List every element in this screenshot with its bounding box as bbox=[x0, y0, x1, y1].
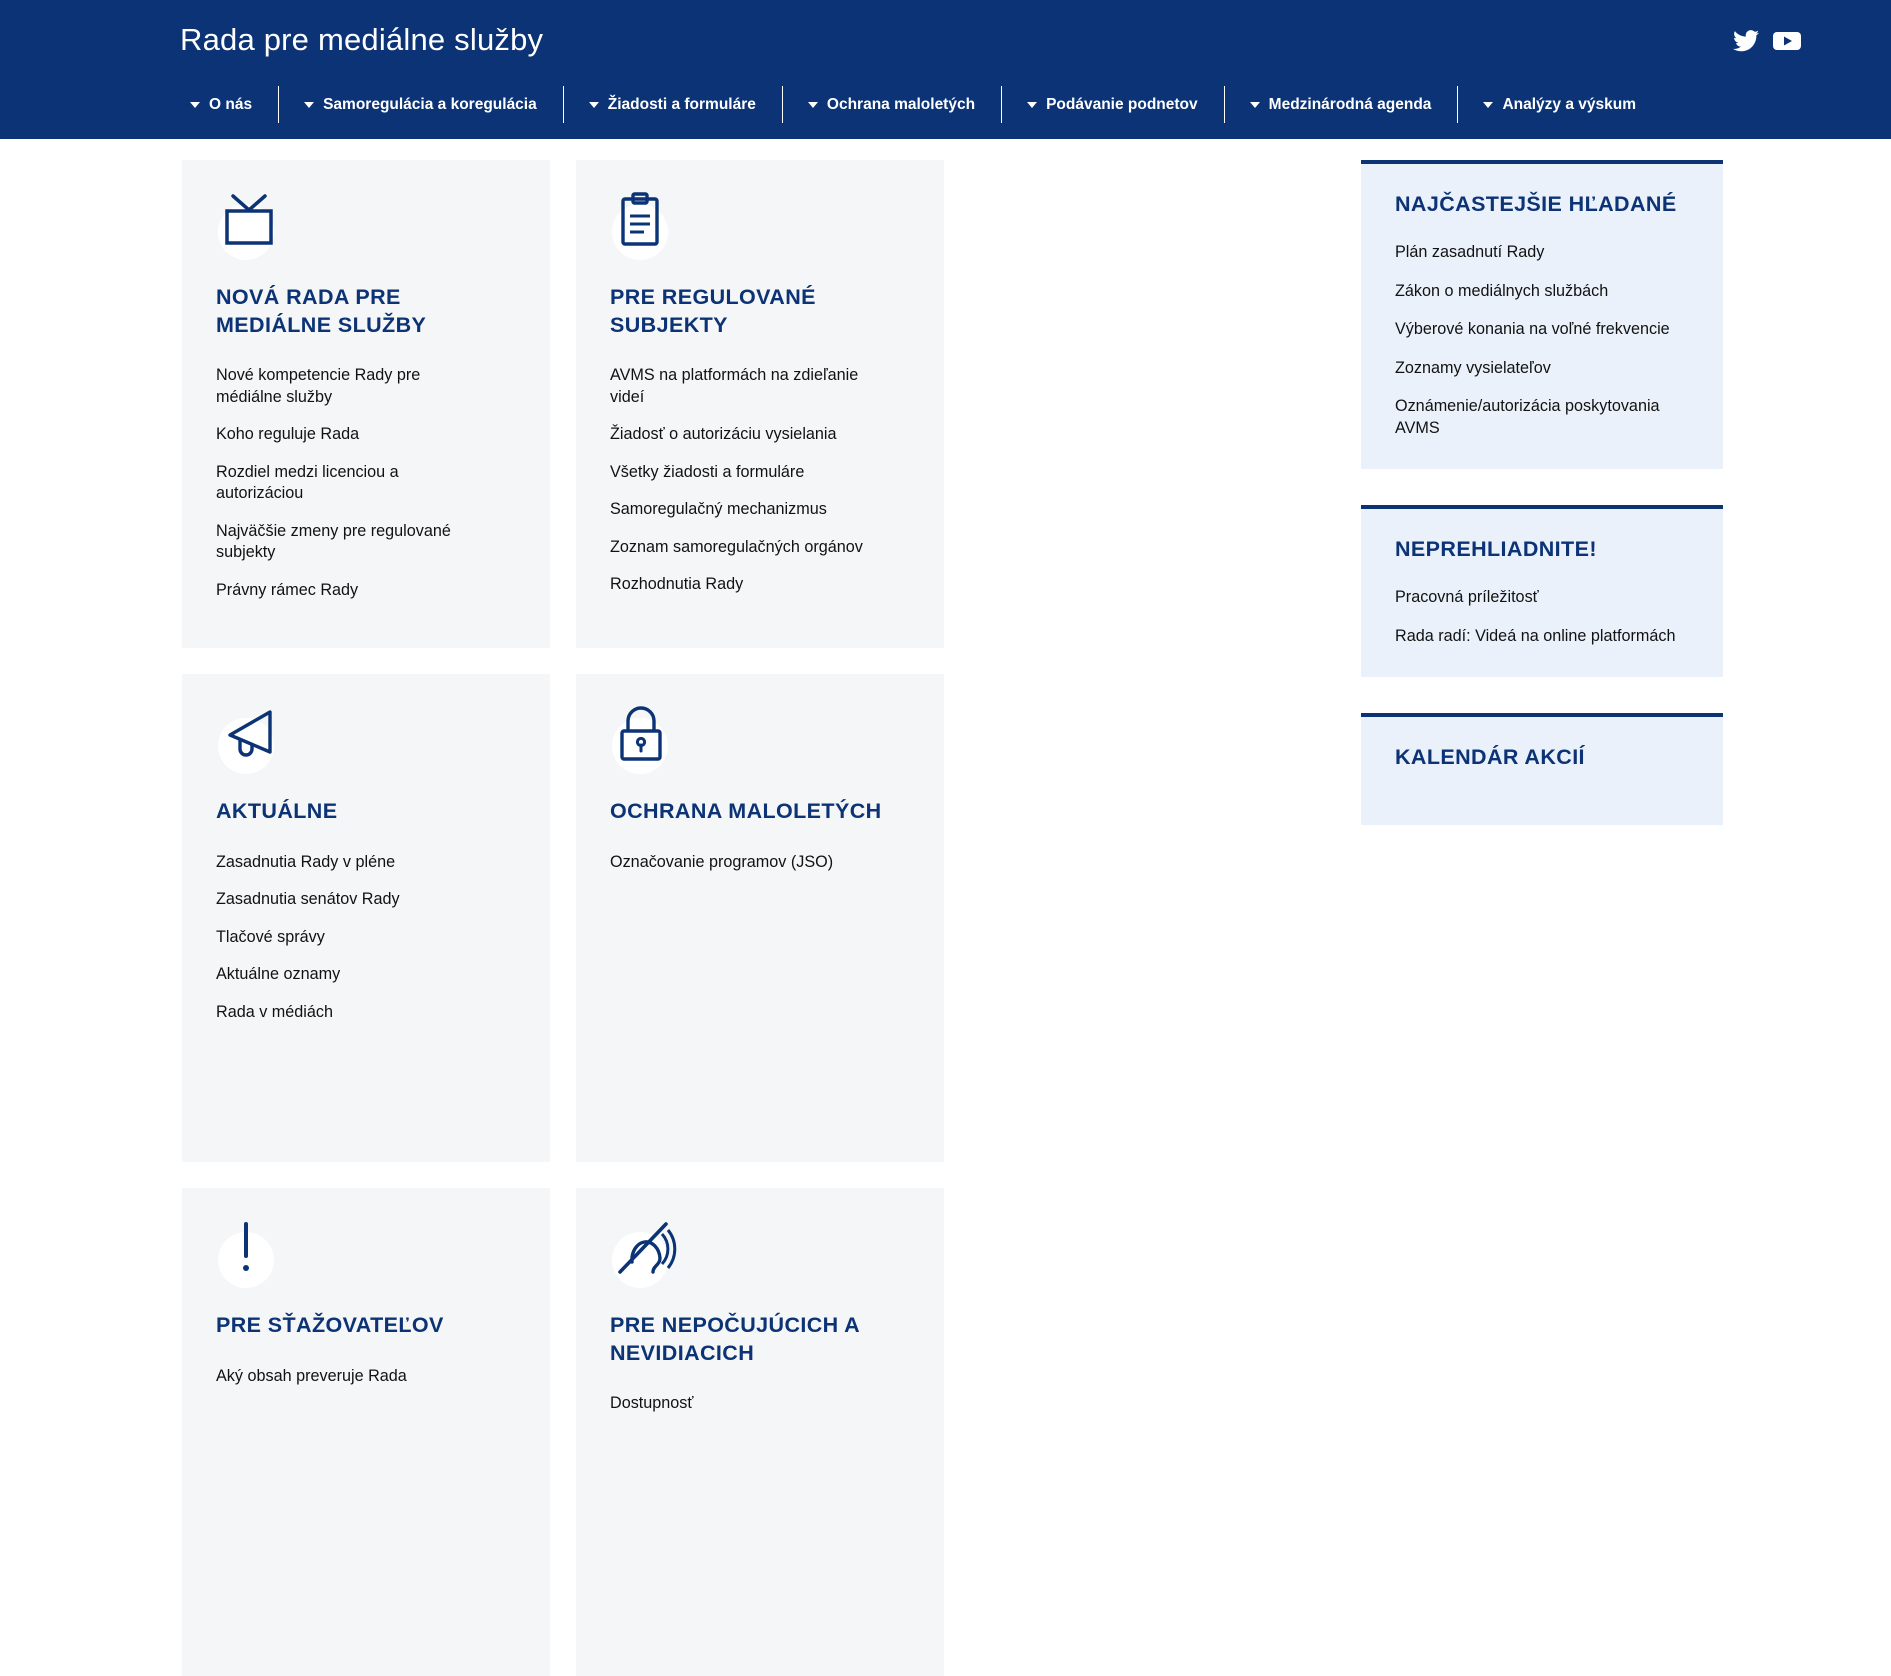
card-title: AKTUÁLNE bbox=[216, 799, 338, 823]
card-ochrana-maloletych[interactable] bbox=[576, 674, 944, 1162]
nav-item-4[interactable] bbox=[1001, 82, 1224, 127]
widget-link[interactable]: Zoznamy vysielateľov bbox=[1395, 358, 1551, 377]
card-link[interactable]: Právny rámec Rady bbox=[216, 580, 359, 599]
nav-item-1[interactable] bbox=[278, 82, 563, 127]
card-link[interactable]: Aký obsah preveruje Rada bbox=[216, 1366, 407, 1385]
card-link[interactable]: Rada v médiách bbox=[216, 1002, 333, 1021]
widget-link[interactable]: Rada radí: Videá na online platformách bbox=[1395, 626, 1676, 645]
chevron-down-icon bbox=[1250, 102, 1260, 108]
card-link[interactable]: Zasadnutia Rady v pléne bbox=[216, 852, 396, 871]
main-navigation bbox=[0, 82, 1891, 127]
card-pre-regulovane-subjekty[interactable] bbox=[576, 160, 944, 648]
nav-item-label: Analýzy a výskum bbox=[1502, 95, 1636, 113]
card-link-list bbox=[216, 852, 516, 1024]
card-pre-stazovatelov[interactable] bbox=[182, 1188, 550, 1676]
card-link[interactable]: Zasadnutia senátov Rady bbox=[216, 890, 400, 909]
card-link-list bbox=[610, 852, 910, 874]
card-nova-rada[interactable] bbox=[182, 160, 550, 648]
widget-title: NEPREHLIADNITE! bbox=[1395, 537, 1597, 562]
nav-item-0[interactable] bbox=[164, 82, 278, 127]
exclamation-icon bbox=[216, 1218, 300, 1290]
card-title: PRE SŤAŽOVATEĽOV bbox=[216, 1313, 444, 1337]
widget-link[interactable]: Pracovná príležitosť bbox=[1395, 588, 1539, 607]
sidebar bbox=[1361, 160, 1723, 1676]
card-link[interactable]: Koho reguluje Rada bbox=[216, 425, 360, 444]
twitter-icon[interactable] bbox=[1733, 30, 1759, 57]
nav-item-2[interactable] bbox=[563, 82, 782, 127]
widget-link[interactable]: Zákon o mediálnych službách bbox=[1395, 281, 1609, 300]
youtube-icon[interactable] bbox=[1773, 30, 1801, 57]
card-link[interactable]: Všetky žiadosti a formuláre bbox=[610, 462, 805, 481]
tv-icon bbox=[216, 190, 300, 262]
widget-najcastejsie-hladane bbox=[1361, 160, 1723, 469]
chevron-down-icon bbox=[304, 102, 314, 108]
chevron-down-icon bbox=[808, 102, 818, 108]
social-links bbox=[1733, 30, 1801, 57]
card-link-list bbox=[610, 1393, 910, 1415]
nav-item-label: O nás bbox=[209, 95, 253, 113]
card-link[interactable]: AVMS na platformách na zdieľanie videí bbox=[610, 366, 859, 406]
nav-item-label: Ochrana maloletých bbox=[826, 95, 976, 113]
site-header bbox=[0, 0, 1891, 139]
card-link[interactable]: Nové kompetencie Rady pre médiálne služby bbox=[216, 366, 421, 406]
megaphone-icon bbox=[216, 704, 300, 776]
card-link[interactable]: Zoznam samoregulačných orgánov bbox=[610, 537, 863, 556]
card-link-list bbox=[216, 365, 516, 601]
card-grid bbox=[182, 160, 1337, 1676]
card-link[interactable]: Žiadosť o autorizáciu vysielania bbox=[610, 425, 837, 444]
card-link[interactable]: Dostupnosť bbox=[610, 1394, 694, 1413]
nav-item-label: Podávanie podnetov bbox=[1046, 95, 1198, 113]
nav-item-label: Medzinárodná agenda bbox=[1268, 95, 1432, 113]
card-link[interactable]: Tlačové správy bbox=[216, 927, 325, 946]
widget-title: KALENDÁR AKCIÍ bbox=[1395, 745, 1585, 770]
card-link[interactable]: Rozdiel medzi licenciou a autorizáciou bbox=[216, 462, 399, 503]
card-title: PRE REGULOVANÉ SUBJEKTY bbox=[610, 285, 816, 337]
chevron-down-icon bbox=[589, 102, 599, 108]
widget-kalendar-akcii bbox=[1361, 713, 1723, 825]
card-link[interactable]: Označovanie programov (JSO) bbox=[610, 852, 834, 871]
card-title: OCHRANA MALOLETÝCH bbox=[610, 799, 882, 823]
chevron-down-icon bbox=[1483, 102, 1493, 108]
nav-item-label: Samoregulácia a koregulácia bbox=[323, 95, 537, 113]
card-link-list bbox=[610, 365, 910, 596]
widget-neprehliadnite bbox=[1361, 505, 1723, 677]
chevron-down-icon bbox=[190, 102, 200, 108]
page-body bbox=[0, 139, 1891, 1676]
card-pre-nepocujucich-a-nevidiacich[interactable] bbox=[576, 1188, 944, 1676]
card-title: PRE NEPOČUJÚCICH A NEVIDIACICH bbox=[610, 1313, 860, 1365]
widget-link[interactable]: Plán zasadnutí Rady bbox=[1395, 243, 1545, 261]
lock-icon bbox=[610, 704, 694, 776]
page-title: Rada pre mediálne služby bbox=[180, 22, 544, 57]
widget-link[interactable]: Výberové konania na voľné frekvencie bbox=[1395, 320, 1670, 339]
card-link[interactable]: Aktuálne oznamy bbox=[216, 965, 341, 984]
card-link[interactable]: Najväčšie zmeny pre regulované subjekty bbox=[216, 521, 451, 562]
clipboard-icon bbox=[610, 190, 694, 262]
nav-item-3[interactable] bbox=[782, 82, 1001, 127]
widget-title: NAJČASTEJŠIE HĽADANÉ bbox=[1395, 192, 1677, 216]
card-link[interactable]: Rozhodnutia Rady bbox=[610, 575, 744, 594]
chevron-down-icon bbox=[1027, 102, 1037, 108]
card-link-list bbox=[216, 1366, 516, 1388]
card-link[interactable]: Samoregulačný mechanizmus bbox=[610, 500, 827, 519]
widget-link[interactable]: Oznámenie/autorizácia poskytovania AVMS bbox=[1395, 397, 1660, 437]
card-aktualne[interactable] bbox=[182, 674, 550, 1162]
deaf-ear-icon bbox=[610, 1218, 694, 1290]
nav-item-5[interactable] bbox=[1224, 82, 1458, 127]
nav-item-label: Žiadosti a formuláre bbox=[607, 95, 756, 113]
nav-item-6[interactable] bbox=[1457, 82, 1662, 127]
card-title: NOVÁ RADA PRE MEDIÁLNE SLUŽBY bbox=[216, 285, 427, 337]
header-top bbox=[0, 0, 1891, 87]
